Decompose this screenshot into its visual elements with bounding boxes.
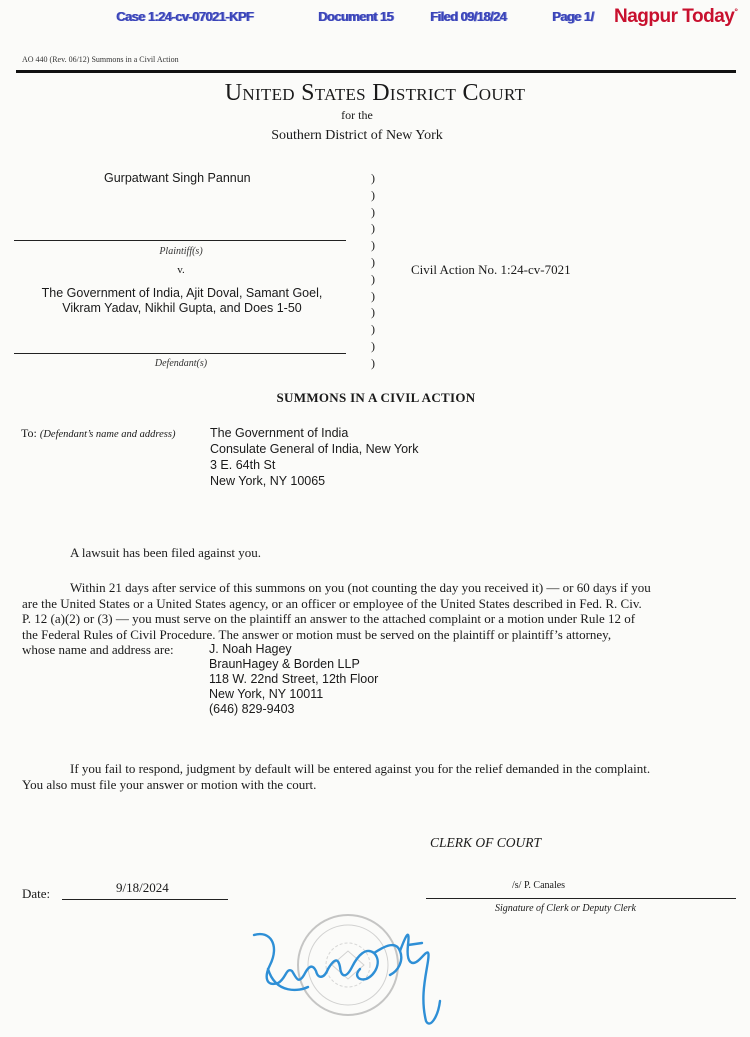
filed-date: Filed 09/18/24 — [430, 9, 507, 24]
addressee-block — [210, 425, 418, 489]
defendant-rule — [14, 353, 346, 354]
attorney-firm: BraunHagey & Borden LLP — [209, 657, 360, 671]
watermark-mark: ° — [734, 6, 738, 17]
court-seal-and-signature — [240, 905, 470, 1035]
caption-parentheses: ) ) ) ) ) ) ) ) ) ) ) ) — [371, 171, 375, 370]
plaintiff-rule — [14, 240, 346, 241]
addressee-line2: Consulate General of India, New York — [210, 442, 419, 456]
versus: v. — [177, 264, 185, 276]
defendant-label: Defendant(s) — [154, 358, 208, 369]
to-prefix: To: — [21, 426, 40, 440]
paragraph-lawsuit: A lawsuit has been filed against you. — [70, 545, 261, 560]
attorney-city: New York, NY 10011 — [209, 687, 324, 701]
court-for: for the — [341, 108, 373, 122]
to-hint: (Defendant’s name and address) — [39, 429, 176, 440]
addressee-line1: The Government of India — [210, 426, 349, 440]
attorney-block — [209, 642, 378, 717]
form-number: AO 440 (Rev. 06/12) Summons in a Civil Action — [22, 55, 179, 64]
clerk-of-court: CLERK OF COURT — [430, 835, 542, 850]
addressee-line3: 3 E. 64th St — [210, 458, 276, 472]
civil-action-number: Civil Action No. 1:24-cv-7021 — [411, 262, 571, 277]
deadline-line1: Within 21 days after service of this summons on you (not counting the day you received it) — or 60 days if you — [70, 580, 651, 595]
watermark-brand-dark: Today — [682, 6, 735, 27]
plaintiff-label: Plaintiff(s) — [159, 246, 203, 257]
court-seal — [298, 915, 398, 1015]
attorney-phone: (646) 829-9403 — [209, 702, 295, 716]
signature-rule — [426, 898, 736, 899]
page-number: Page 1/ — [552, 9, 594, 24]
addressee-line4: New York, NY 10065 — [210, 474, 326, 488]
court-district: Southern District of New York — [271, 128, 443, 143]
document-number: Document 15 — [318, 9, 394, 24]
header-rule — [16, 70, 736, 73]
court-title: United States District Court — [224, 80, 526, 106]
attorney-street: 118 W. 22nd Street, 12th Floor — [209, 672, 379, 686]
deadline-line4: the Federal Rules of Civil Procedure. The answer or motion must be served on the plaintiff or plaintiff’s attorney, — [22, 626, 612, 642]
typed-signature: /s/ P. Canales — [512, 880, 566, 891]
signature-caption: Signature of Clerk or Deputy Clerk — [495, 903, 636, 914]
deadline-line3: P. 12 (a)(2) or (3) — you must serve on the plaintiff an answer to the attached complaint or a motion under Rule 12 of — [22, 611, 636, 626]
date-rule — [62, 899, 228, 900]
paragraph-default — [22, 761, 734, 792]
watermark-brand-red: Nagpur — [614, 6, 678, 27]
date-value: 9/18/2024 — [116, 880, 169, 895]
defendant-names-line2: Vikram Yadav, Nikhil Gupta, and Does 1-50 — [62, 301, 302, 315]
deadline-line2: are the United States or a United States agency, or an officer or employee of the United States described in Fed. R. Civ. — [22, 595, 642, 611]
defendant-names-line1: The Government of India, Ajit Doval, Samant Goel, — [41, 286, 323, 300]
plaintiff-name: Gurpatwant Singh Pannun — [104, 171, 251, 185]
defendant-names — [14, 286, 350, 316]
case-number: Case 1:24-cv-07021-KPF — [116, 9, 254, 24]
default-line2: You also must file your answer or motion with the court. — [22, 776, 317, 792]
deadline-line5: whose name and address are: — [22, 642, 174, 657]
to-label — [21, 426, 175, 441]
watermark-logo — [614, 6, 737, 28]
summons-title: SUMMONS IN A CIVIL ACTION — [276, 390, 476, 405]
date-label: Date: — [22, 886, 51, 901]
attorney-name: J. Noah Hagey — [209, 642, 292, 656]
default-line1: If you fail to respond, judgment by default will be entered against you for the relief demanded in the complaint. — [70, 761, 651, 776]
